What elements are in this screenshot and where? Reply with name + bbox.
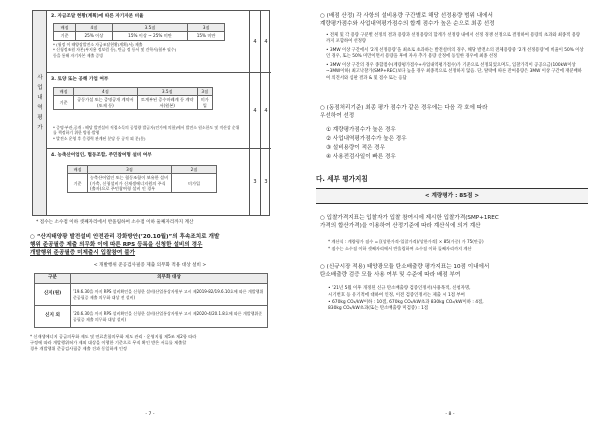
table-header: 2점: [172, 166, 217, 174]
list-item: 시기번호 등 유기적에 대하여 인정, 이전 검증인정서는 제출 시 1점 부여: [328, 292, 465, 298]
table-cell: 미가입: [197, 96, 212, 110]
note-line: * 발전소 운영 후 응경력 관계된 분당 등 공적 외 분(분): [53, 135, 146, 141]
text-line: 탄소배출량 검증 모듈 사용 여부 및 수준에 따라 배점 부여: [320, 272, 461, 279]
paragraph: [320, 104, 582, 120]
table-cell: ’19.6.30을 까지 RPS 설비확인을 신청한 설비(산업통상자원부 고시 제2019-82/19.6.10호에 따른 개발행위준공필증 제출 의무화 대상 전 설비): [71, 284, 268, 306]
paragraph: [320, 263, 582, 279]
table-header: 3점: [188, 24, 225, 32]
list-item: • ’21년 5월 이후 개정된 신규 탄소배출량 검증인정서(사용목적, 신청자명,: [328, 286, 471, 291]
section-4: [47, 149, 271, 215]
category-char: 업: [37, 85, 43, 92]
score-value: 3: [249, 149, 260, 215]
note-line: * 점수는 소수점 이하 셋째자리에서 반올림하여 소수점 이하 둘째자리까지 계산: [328, 245, 472, 251]
table-cell: 신지(원): [35, 284, 71, 306]
tie-break-list: [326, 126, 566, 162]
text-line: 경우 개발행위 준공검사필증 제출 건과 동일하게 인정: [30, 346, 127, 352]
table-header: 배점: [54, 24, 76, 32]
table-header: 4점: [76, 24, 113, 32]
table-header: 3.5점: [137, 88, 197, 96]
page-number: - 7 -: [145, 412, 155, 417]
text-line: ○ (동점처리기준) 최종 평가 점수가 같은 경우에는 다음 각 호에 따라: [320, 105, 488, 111]
table-cell: 기준: [54, 32, 76, 40]
paragraph: [320, 214, 582, 230]
table-header: 의무화 대상: [71, 274, 268, 284]
category-char: 내: [37, 95, 43, 102]
note-line: 등을 통해 자기자본 제출 증빙: [53, 52, 104, 58]
score-table: [53, 23, 225, 41]
section-title: 2. 자금조달 현황(계획)에 따른 자기자본 비율: [51, 14, 144, 19]
table-header: 배점: [68, 166, 88, 174]
note-line: * 계산식 : 계량평가 점수 = [(상한가격-입찰가격)/상한가격] × 85(가중) 가 75(만공): [328, 239, 484, 244]
text-line: 개발행위 준공필증 미제출시 입찰참여 불가: [30, 250, 136, 257]
footnote: * 점수는 소수점 이하 셋째자리에서 반올림하여 소수점 이하 둘째자리까지 계산: [36, 220, 194, 225]
score-value: 4: [260, 73, 271, 149]
text-line: 가격의 합산가격)을 이용하여 산정기준에 따라 계산식에 의거 계산: [320, 223, 481, 230]
table-header: 3점: [88, 166, 172, 174]
section-notes: [53, 125, 243, 141]
category-char: 사: [37, 75, 43, 81]
table-cell: 기준: [68, 174, 88, 193]
category-label-cell: [33, 11, 47, 215]
calc-notes: [328, 239, 584, 252]
bullet-list: [328, 286, 584, 313]
table-header: 3.5점: [112, 24, 187, 32]
score-value: 4: [249, 73, 260, 149]
note-line: * (월정 이 때양장발전소 자금조달현황(계획)서) 제출: [53, 42, 143, 47]
table-cell: 25% 이상: [76, 32, 113, 40]
table-cell: 미가입: [172, 174, 217, 193]
category-char: 역: [37, 105, 43, 112]
text-line: 행위 준공필증 제출 의무화 이에 따른 RPS 등록을 신청한 설비의 경우: [30, 242, 203, 249]
table-cell: 공동가설 또는 증명공개 계약서(또제 등): [74, 96, 138, 110]
score-table: [53, 87, 213, 110]
section-notes: [53, 42, 225, 58]
text-line: 구정에 따라 개발행위허가 제외 대상을 이행한 기준으로 무직 확인 받은 서류를 제출할: [30, 340, 187, 346]
text-line: ○ (신규시장 적용) 태양광모듈 탄소배출량 평가지표는 10점 이내에서: [320, 264, 490, 270]
list-item: • 3MW 이상 구간의 경우 종합점수(계량평가점수+사업내역평가점수)가 기준으로 선정되었으며도, 입찰가격이 공공요금(100kW이상~3MW이하) 최고낙찰가(SMP+REC)보다 높을 경우 최종적으로 선정하지 않음. 단, 탈락에 따른 잔여용량은 3MW 이상 구간에 재분배하여 의견서와 심판 결과 & 및 점수 또는 응답: [326, 62, 582, 81]
table-header: 3점: [197, 88, 212, 96]
score-value: 3: [260, 149, 271, 215]
list-item: ③ 설비용량이 적은 경우: [326, 144, 385, 151]
section-title: 4. 농축산어업인, 협동조합, 주민참여형 설비 여부: [51, 153, 152, 158]
table-cell: 신지 외: [35, 306, 71, 328]
table-cell: ’20.6.30을 까지 RPS 설비확인을 신청한 설비(산업통상자원부 고시 제2020-4/20.1.8호에 따른 개발행위준공필증 제출 의무화 대상 설비): [71, 306, 268, 328]
score-value: 4: [249, 11, 260, 73]
text-line: ○ 입찰가격지표는 입찰자가 입찰 참여시에 제시한 입찰가격(SMP+1REC: [320, 215, 499, 221]
section-2: [47, 11, 271, 73]
table-caption: < 개발행위 준공검사필증 제출 의무화 적용 대상 설비 >: [93, 263, 207, 268]
list-item: ① 계량평가점수가 높은 경우: [326, 127, 396, 133]
list-item: ② 사업내역평가점수가 높은 경우: [326, 135, 407, 142]
table-cell: 15% 미만: [188, 32, 225, 40]
page-number: - 8 -: [445, 412, 455, 417]
category-char: 평: [37, 115, 43, 122]
list-item: • 3MW 이상 구간에서 ‘2개 선정용량’을 최초로 초과하는 발전설비의 경우, 해당 발전소의 전체용량중 ‘2개 선정용량’에 비율이 50% 이상 인 경우, 또는 50% 미만이면서 용량을 후에 자사 추가 용량 산정에 동일한 경우에 최종 선정: [326, 47, 584, 60]
section-title: 3. 토양 또는 공해 가업 여부: [51, 77, 109, 82]
category-char: 가: [37, 125, 43, 132]
text-line: ○ (배점 산정) 각 사항의 설비용량 구간별로 해당 선정용량 범위 내에서: [320, 13, 493, 19]
obligation-table: [34, 273, 268, 328]
list-item: • 670kg CO₂/kW이하 : 10점, 670kg CO₂/kW초과 830kg CO₂/kW이하 : 4점,: [328, 299, 484, 305]
text-line: 우선하여 선정: [320, 113, 355, 120]
right-page: [300, 0, 600, 424]
table-header: 구분: [35, 274, 71, 284]
section-banner: [316, 188, 588, 204]
list-item: ④ 사용전검사일이 빠른 경우: [326, 153, 396, 160]
list-item: • 전체 및 각 용량 구분별 선정의 결과 용량과 선정용량의 합계가 선정량 내에서 선정 경쟁 선정으로 결정하여 용량의 초과와 최종적 용량까지 포함하여 선정량: [326, 33, 580, 45]
bullet-list: [326, 33, 584, 82]
bullet-heading: [30, 233, 278, 257]
table-header: 배점: [54, 88, 74, 96]
text-line: ○ “산지태양광 발전설비 안전관리 강화방안(’20.10월)”의 후속조치로 개발: [30, 234, 220, 240]
table-cell: 기준: [54, 96, 74, 110]
section-heading: 다. 세부 평가지침: [316, 175, 368, 183]
table-cell: 15% 이상 ~ 25% 미만: [112, 32, 187, 40]
score-table: [67, 165, 217, 193]
banner-text: < 계량평가 : 85점 >: [424, 192, 480, 199]
score-value: 4: [260, 11, 271, 73]
note-line: * 증명·부관,공개 : 해당 발전설비 직접소득의 공업량 발급자(인가에 의함)에서 발전소 원소한도 및 적산상 순위를 책정하기 위한 방침·발행: [53, 125, 240, 136]
table-cell: 농축산어업인 또는 협동조합이 보유한 설비(가축, 신청설비가 신재생에너지원의 주식 (출자)으로 주민참여형 설비 인 경우: [88, 174, 172, 193]
trailing-note: [30, 334, 274, 352]
evaluation-table: [32, 10, 270, 216]
note-line: * 신청정조원 자본(부지용 정보럼 등), 탄금 정 등서 및 건학서(협부 필수): [53, 47, 177, 53]
section-3: [47, 73, 271, 149]
paragraph: [320, 12, 582, 28]
list-item: 830kg CO₂/kW초과(또는 탄소배출량 미검증) : 1점: [328, 306, 429, 312]
text-line: 계량평가점수와 사업내역평가점수의 합계 점수가 높은 순으로 최종 선정: [320, 21, 495, 28]
table-cell: 토계부된 증수마레계 등 계약서(원본): [137, 96, 197, 110]
text-line: * 신재생에너지 공급의무화 제도 및 연료혼합의무화 제도 관리 · 운영지침 제5조 제2항 따라: [30, 334, 197, 339]
table-header: 4점: [74, 88, 138, 96]
